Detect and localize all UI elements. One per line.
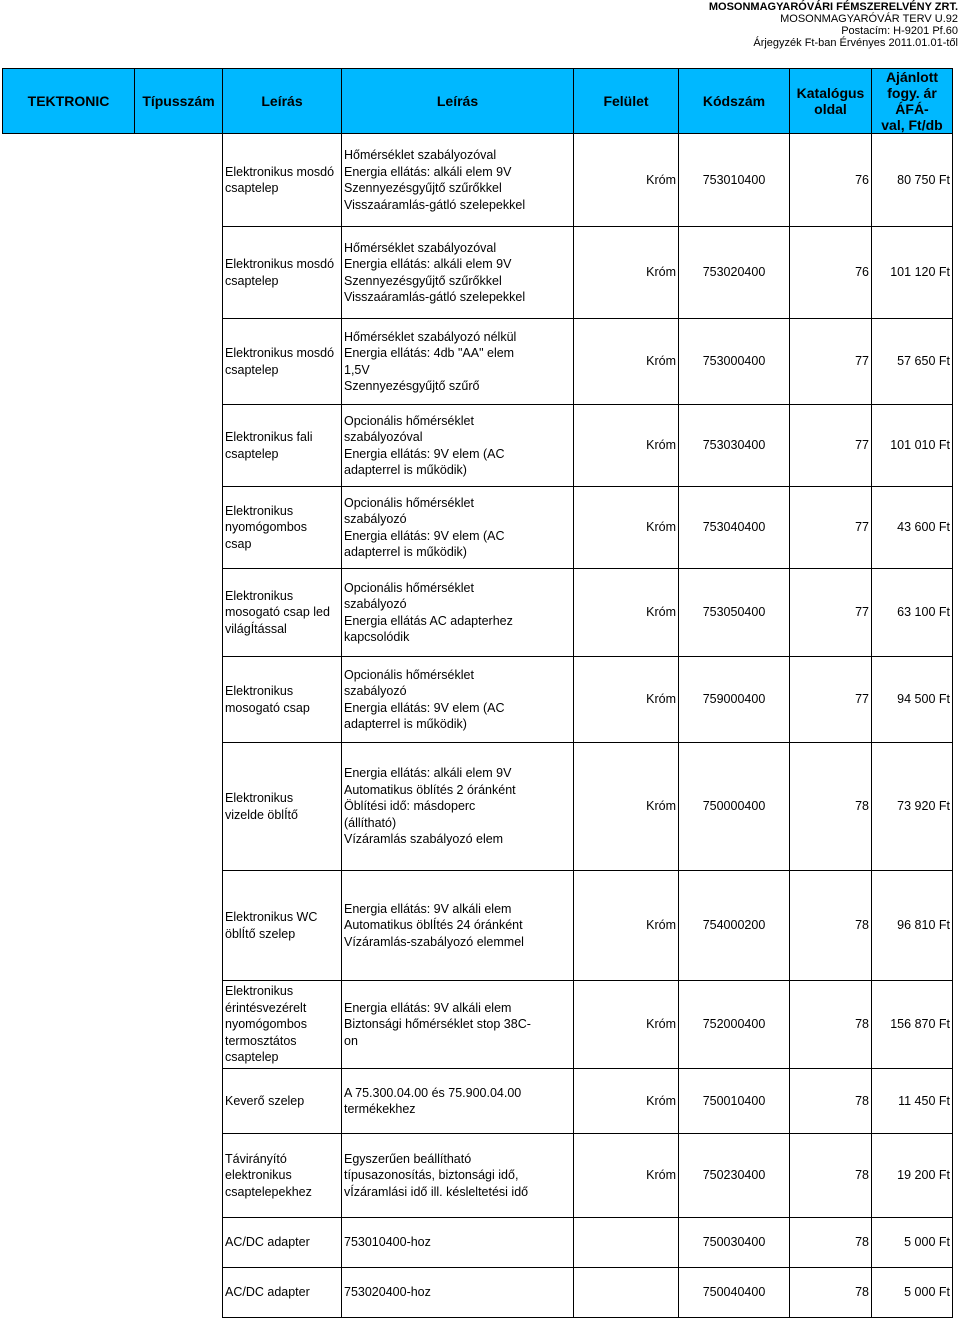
table-row <box>3 227 953 319</box>
table-body <box>3 134 953 1318</box>
blank-type-cell <box>135 405 223 487</box>
code-cell: 753000400 <box>679 319 790 405</box>
catalog-page-cell: 77 <box>790 319 872 405</box>
price-cell: 63 100 Ft <box>872 569 953 657</box>
product-name-line: csaptelepekhez <box>225 1184 312 1199</box>
product-name-line: csaptelep <box>225 446 279 461</box>
blank-type-cell <box>135 1134 223 1218</box>
product-description-line: szabályozó <box>344 684 407 698</box>
product-name-line: termosztátos <box>225 1033 297 1048</box>
price-cell: 80 750 Ft <box>872 134 953 227</box>
product-description-line: termékekhez <box>344 1102 416 1116</box>
product-description-line: adapterrel is működik) <box>344 717 467 731</box>
product-description <box>342 981 574 1069</box>
product-description <box>342 319 574 405</box>
code-cell: 753020400 <box>679 227 790 319</box>
table-row <box>3 657 953 743</box>
product-name-line: világÍtással <box>225 621 287 636</box>
product-description-line: Visszaáramlás-gátló szelepekkel <box>344 290 526 304</box>
col-catalog-line2: oldal <box>814 101 847 117</box>
blank-type-cell <box>135 227 223 319</box>
product-description <box>342 569 574 657</box>
product-description-line: Vízáramlás-szabályozó elemmel <box>344 934 524 949</box>
blank-type-cell <box>135 981 223 1069</box>
code-cell: 753030400 <box>679 405 790 487</box>
catalog-page-cell: 78 <box>790 1134 872 1218</box>
product-name-line: AC/DC adapter <box>225 1235 310 1250</box>
surface-cell: Króm <box>574 657 679 743</box>
product-description-line: 1,5V <box>344 362 370 377</box>
blank-type-cell <box>135 319 223 405</box>
col-catalog-line1: Katalógus <box>796 85 865 101</box>
product-description-line: szabályozó <box>344 597 407 611</box>
col-brand: TEKTRONIC <box>3 69 135 134</box>
product-name-line: Elektronikus mosdó <box>225 346 335 360</box>
product-name-line: Elektronikus fali <box>225 430 313 444</box>
price-cell: 94 500 Ft <box>872 657 953 743</box>
price-cell: 11 450 Ft <box>872 1069 953 1134</box>
product-name <box>223 871 342 981</box>
product-description-line: Hőmérséklet szabályozó nélkül <box>344 329 517 344</box>
product-description-line: Opcionális hőmérséklet <box>344 413 474 428</box>
blank-type-cell <box>135 743 223 871</box>
catalog-page-cell: 78 <box>790 1218 872 1268</box>
product-name <box>223 405 342 487</box>
product-description-line: Energia ellátás: 9V elem (AC <box>344 700 505 715</box>
product-description <box>342 1218 574 1268</box>
company-address: MOSONMAGYARÓVÁR TERV U.92 <box>780 13 958 25</box>
product-name <box>223 743 342 871</box>
product-description-line: típusazonosítás, biztonsági idő, <box>344 1168 519 1183</box>
product-description-line: szabályozó <box>344 512 407 526</box>
product-description-line: kapcsolódik <box>344 630 410 644</box>
product-description-line: Szennyezésgyűjtő szűrőkkel <box>344 273 502 288</box>
product-name <box>223 1268 342 1318</box>
product-description-line: Opcionális hőmérséklet <box>344 495 474 510</box>
product-name-line: érintésvezérelt <box>225 1000 307 1015</box>
surface-cell: Króm <box>574 981 679 1069</box>
product-description <box>342 657 574 743</box>
product-name <box>223 1069 342 1134</box>
surface-cell: Króm <box>574 1069 679 1134</box>
product-name-line: nyomógombos <box>225 520 307 535</box>
table-row <box>3 134 953 227</box>
product-description-line: Biztonsági hőmérséklet stop 38C- <box>344 1017 531 1032</box>
product-name <box>223 981 342 1069</box>
price-cell: 73 920 Ft <box>872 743 953 871</box>
product-name-line: mosogató csap <box>225 700 310 715</box>
price-cell: 5 000 Ft <box>872 1218 953 1268</box>
catalog-page-cell: 76 <box>790 134 872 227</box>
product-name-line: Elektronikus mosdó <box>225 257 335 271</box>
col-type-number: Típusszám <box>135 69 223 134</box>
code-cell: 754000200 <box>679 871 790 981</box>
product-description-line: Energia ellátás: alkáli elem 9V <box>344 766 512 781</box>
product-name-line: Elektronikus <box>225 684 294 698</box>
blank-brand-cell <box>3 1134 135 1218</box>
product-description-line: 753020400-hoz <box>344 1285 431 1300</box>
product-name <box>223 134 342 227</box>
product-description-line: Visszaáramlás-gátló szelepekkel <box>344 197 526 212</box>
table-row <box>3 405 953 487</box>
product-name <box>223 227 342 319</box>
surface-cell: Króm <box>574 319 679 405</box>
blank-type-cell <box>135 871 223 981</box>
blank-brand-cell <box>3 657 135 743</box>
surface-cell: Króm <box>574 487 679 569</box>
table-row <box>3 487 953 569</box>
catalog-page-cell: 78 <box>790 1268 872 1318</box>
product-description <box>342 1268 574 1318</box>
catalog-page-cell: 78 <box>790 743 872 871</box>
product-description-line: Energia ellátás: 9V alkáli elem <box>344 901 512 916</box>
blank-brand-cell <box>3 405 135 487</box>
product-description-line: Energia ellátás AC adapterhez <box>344 613 513 628</box>
col-code: Kódszám <box>679 69 790 134</box>
price-cell: 57 650 Ft <box>872 319 953 405</box>
blank-brand-cell <box>3 569 135 657</box>
price-cell: 156 870 Ft <box>872 981 953 1069</box>
blank-brand-cell <box>3 743 135 871</box>
table-row <box>3 743 953 871</box>
blank-type-cell <box>135 487 223 569</box>
product-name-line: Elektronikus <box>225 503 294 518</box>
col-price-line1: Ajánlott <box>885 69 939 85</box>
surface-cell: Króm <box>574 569 679 657</box>
surface-cell: Króm <box>574 134 679 227</box>
table-row <box>3 871 953 981</box>
surface-cell <box>574 1268 679 1318</box>
price-list-validity: Árjegyzék Ft-ban Érvényes 2011.01.01-től <box>753 37 958 49</box>
product-description-line: Hőmérséklet szabályozóval <box>344 240 497 255</box>
postal-address: Postacím: H-9201 Pf.60 <box>841 25 958 37</box>
product-name <box>223 569 342 657</box>
catalog-page-cell: 78 <box>790 871 872 981</box>
price-cell: 19 200 Ft <box>872 1134 953 1218</box>
product-description-line: 753010400-hoz <box>344 1235 431 1250</box>
table-row <box>3 569 953 657</box>
product-description-line: Automatikus öblÍtés 24 óránként <box>344 918 523 933</box>
product-description-line: adapterrel is működik) <box>344 463 467 477</box>
blank-type-cell <box>135 657 223 743</box>
product-description-line: Automatikus öblítés 2 óránként <box>344 782 516 797</box>
company-name: MOSONMAGYARÓVÁRI FÉMSZERELVÉNY ZRT. <box>708 1 958 13</box>
blank-type-cell <box>135 1268 223 1318</box>
surface-cell: Króm <box>574 871 679 981</box>
product-name <box>223 657 342 743</box>
product-description <box>342 405 574 487</box>
code-cell: 750000400 <box>679 743 790 871</box>
product-description <box>342 1134 574 1218</box>
blank-type-cell <box>135 134 223 227</box>
price-cell: 43 600 Ft <box>872 487 953 569</box>
product-description-line: Energia ellátás: 9V elem (AC <box>344 446 505 461</box>
table-row <box>3 319 953 405</box>
blank-type-cell <box>135 1069 223 1134</box>
product-description-line: Vízáramlás szabályozó elem <box>344 832 504 847</box>
product-description-line: Energia ellátás: alkáli elem 9V <box>344 164 512 179</box>
code-cell: 750040400 <box>679 1268 790 1318</box>
product-description-line: Energia ellátás: 9V elem (AC <box>344 528 505 543</box>
price-cell: 96 810 Ft <box>872 871 953 981</box>
product-description-line: Öblítési idő: másdoperc <box>344 799 476 814</box>
table-row <box>3 1069 953 1134</box>
product-description <box>342 487 574 569</box>
product-description-line: (állítható) <box>344 815 397 830</box>
product-name-line: Elektronikus WC <box>225 910 318 924</box>
product-name-line: mosogató csap led <box>225 605 330 620</box>
price-cell: 101 010 Ft <box>872 405 953 487</box>
header-company-info <box>709 1 958 49</box>
product-name-line: Elektronikus <box>225 791 294 805</box>
product-description <box>342 227 574 319</box>
product-name-line: Elektronikus <box>225 588 294 603</box>
product-name-line: csap <box>225 536 252 551</box>
catalog-page-cell: 78 <box>790 1069 872 1134</box>
blank-brand-cell <box>3 319 135 405</box>
product-description-line: Opcionális hőmérséklet <box>344 667 474 682</box>
blank-brand-cell <box>3 1218 135 1268</box>
product-description <box>342 1069 574 1134</box>
code-cell: 752000400 <box>679 981 790 1069</box>
table-row <box>3 981 953 1069</box>
product-description-line: Szennyezésgyűjtő szűrőkkel <box>344 181 502 195</box>
code-cell: 753010400 <box>679 134 790 227</box>
product-name <box>223 1134 342 1218</box>
catalog-page-cell: 77 <box>790 569 872 657</box>
col-description-1: Leírás <box>223 69 342 134</box>
catalog-page-cell: 76 <box>790 227 872 319</box>
col-catalog-page <box>790 69 872 134</box>
price-cell: 101 120 Ft <box>872 227 953 319</box>
product-name-line: Elektronikus <box>225 984 294 999</box>
product-name-line: csaptelep <box>225 181 279 195</box>
product-name-line: csaptelep <box>225 362 279 377</box>
price-table <box>2 68 953 1318</box>
product-name <box>223 319 342 405</box>
surface-cell: Króm <box>574 743 679 871</box>
table-row <box>3 1268 953 1318</box>
product-description-line: Opcionális hőmérséklet <box>344 580 474 595</box>
code-cell: 750010400 <box>679 1069 790 1134</box>
product-description <box>342 134 574 227</box>
product-name-line: elektronikus <box>225 1168 292 1183</box>
product-description-line: Szennyezésgyűjtő szűrő <box>344 379 480 393</box>
surface-cell: Króm <box>574 405 679 487</box>
col-price <box>872 69 953 134</box>
product-name-line: AC/DC adapter <box>225 1285 310 1300</box>
catalog-page-cell: 78 <box>790 981 872 1069</box>
code-cell: 759000400 <box>679 657 790 743</box>
product-description-line: adapterrel is működik) <box>344 545 467 559</box>
product-name <box>223 1218 342 1268</box>
product-description <box>342 871 574 981</box>
blank-brand-cell <box>3 1069 135 1134</box>
product-name-line: Távirányító <box>225 1151 287 1166</box>
blank-brand-cell <box>3 871 135 981</box>
blank-brand-cell <box>3 227 135 319</box>
product-description-line: on <box>344 1033 358 1048</box>
price-cell: 5 000 Ft <box>872 1268 953 1318</box>
product-name-line: nyomógombos <box>225 1017 307 1032</box>
catalog-page-cell: 77 <box>790 405 872 487</box>
surface-cell: Króm <box>574 227 679 319</box>
col-surface: Felület <box>574 69 679 134</box>
blank-brand-cell <box>3 981 135 1069</box>
table-row <box>3 1134 953 1218</box>
blank-brand-cell <box>3 487 135 569</box>
blank-brand-cell <box>3 134 135 227</box>
product-name-line: csaptelep <box>225 273 279 288</box>
product-name-line: öblÍtő szelep <box>225 926 296 941</box>
product-description-line: Egyszerűen beállítható <box>344 1151 472 1166</box>
code-cell: 750030400 <box>679 1218 790 1268</box>
catalog-page-cell: 77 <box>790 487 872 569</box>
product-name-line: vizelde öblÍtő <box>225 807 298 822</box>
code-cell: 750230400 <box>679 1134 790 1218</box>
product-description-line: szabályozóval <box>344 430 423 444</box>
product-description-line: Hőmérséklet szabályozóval <box>344 148 497 162</box>
surface-cell <box>574 1218 679 1268</box>
product-description-line: vÍzáramlási idő ill. késleltetési idő <box>344 1184 529 1199</box>
blank-type-cell <box>135 569 223 657</box>
product-name-line: Elektronikus mosdó <box>225 164 335 179</box>
product-description <box>342 743 574 871</box>
blank-type-cell <box>135 1218 223 1268</box>
col-description-2: Leírás <box>342 69 574 134</box>
surface-cell: Króm <box>574 1134 679 1218</box>
product-description-line: A 75.300.04.00 és 75.900.04.00 <box>344 1085 522 1100</box>
table-row <box>3 1218 953 1268</box>
product-description-line: Energia ellátás: alkáli elem 9V <box>344 257 512 271</box>
product-name-line: Keverő szelep <box>225 1093 305 1108</box>
col-price-line3: val, Ft/db <box>881 117 943 133</box>
code-cell: 753040400 <box>679 487 790 569</box>
code-cell: 753050400 <box>679 569 790 657</box>
product-name-line: csaptelep <box>225 1050 279 1065</box>
product-description-line: Energia ellátás: 9V alkáli elem <box>344 1000 512 1015</box>
catalog-page-cell: 77 <box>790 657 872 743</box>
col-price-line2: fogy. ár ÁFÁ- <box>887 85 937 117</box>
blank-brand-cell <box>3 1268 135 1318</box>
product-description-line: Energia ellátás: 4db "AA" elem <box>344 346 515 360</box>
table-header-row <box>3 69 953 134</box>
product-name <box>223 487 342 569</box>
